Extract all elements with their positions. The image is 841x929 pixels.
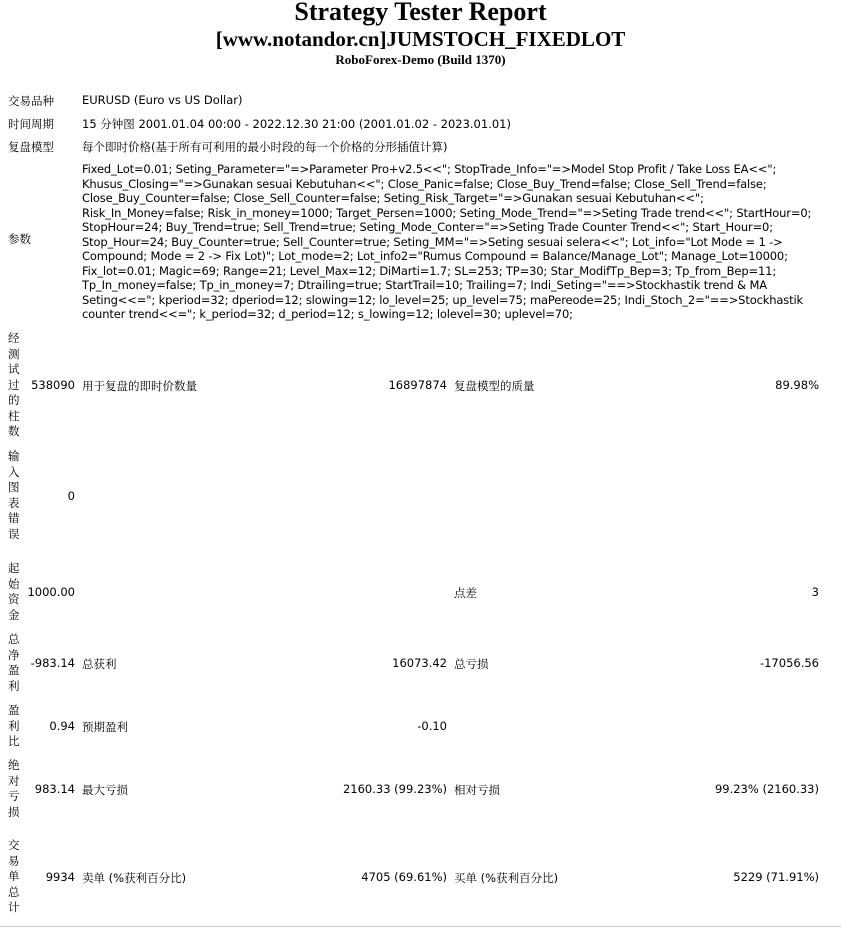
total-trades-label: 交易单总计 (8, 838, 20, 914)
bars-value: 538090 (31, 378, 75, 392)
spread-label: 点差 (454, 586, 477, 600)
total-trades-value: 9934 (45, 870, 75, 884)
short-trades-value: 4705 (69.61%) (361, 870, 447, 884)
spread-value: 3 (811, 585, 819, 599)
quality-label: 复盘模型的质量 (454, 379, 535, 393)
net-profit-value: -983.14 (30, 656, 75, 670)
period-value: 15 分钟图 2001.01.04 00:00 - 2022.12.30 21:00 (2001.01.02 - 2023.01.01) (82, 117, 511, 131)
drawdown-label: 绝对亏损 (8, 758, 20, 819)
max-drawdown-label: 最大亏损 (82, 783, 128, 797)
gross-loss-value: -17056.56 (759, 656, 819, 670)
profit-factor-value: 0.94 (49, 719, 75, 733)
deposit-label: 起始资金 (8, 561, 20, 622)
absolute-drawdown-value: 983.14 (34, 782, 75, 796)
long-trades-label: 买单 (%获利百分比) (454, 871, 559, 885)
params-label: 参数 (8, 232, 31, 246)
quality-value: 89.98% (775, 378, 819, 392)
model-label: 复盘模型 (8, 140, 54, 154)
ticks-label: 用于复盘的即时价数量 (82, 379, 197, 393)
report-header (0, 0, 841, 68)
gross-loss-label: 总亏损 (454, 657, 489, 671)
gross-profit-value: 16073.42 (392, 656, 447, 670)
model-value: 每个即时价格(基于所有可利用的最小时段的每一个价格的分形插值计算) (82, 140, 448, 154)
gross-profit-label: 总获利 (82, 657, 117, 671)
long-trades-value: 5229 (71.91%) (733, 870, 819, 884)
params-value: Fixed_Lot=0.01; Seting_Parameter="=>Parameter Pro+v2.5<<"; StopTrade_Info="=>Model Stop Profit / Take Loss EA<<"; Khusus_Closing="=>Gunakan sesuai Kebutuhan<<"; Close_Panic=false; Close_Buy_Trend=false; Close_Sell_Trend=false; Close_Buy_Counter=false; Close_Sell_Counter=false; Seting_Risk_Target="=>Gunakan sesuai Kebutuhan<<"; Risk_In_Money=false; Risk_in_money=1000; Target_Persen=1000; Seting_Mode_Trend="=>Seting Trade trend<<"; StartHour=0; StopHour=24; Buy_Trend=true; Sell_Trend=true; Seting_Mode_Conter="=>Seting Trade Counter Trend<<"; Start_Hour=0; Stop_Hour=24; Buy_Counter=true; Sell_Counter=true; Seting_MM="=>Seting sesuai selera<<"; Lot_info="Lot Mode = 1 -> Compound; Mode = 2 -> Fix Lot)"; Lot_mode=2; Lot_info2="Rumus Compound = Balance/Manage_Lot"; Manage_Lot=10000; Fix_lot=0.01; Magic=69; Range=21; Level_Max=12; DiMarti=1.7; SL=253; TP=30; Star_ModifTp_Bep=3; Tp_from_Bep=11; Tp_In_money=false; Tp_in_money=7; Dtrailing=true; StartTrail=10; Trailing=7; Indi_Seting="==>Stockhastik trend & MA Seting<<="; kperiod=32; dperiod=12; slowing=12; lo_level=25; up_level=75; maPereode=25; Indi_Stoch_2="==>Stockhastik counter trend<<="; k_period=32; d_period=12; s_lowing=12; lolevel=30; uplevel=70; (82, 162, 812, 321)
expected-payoff-label: 预期盈利 (82, 720, 128, 734)
profit-factor-label: 盈利比 (8, 703, 20, 748)
symbol-label: 交易品种 (8, 94, 54, 108)
relative-drawdown-label: 相对亏损 (454, 783, 500, 797)
max-drawdown-value: 2160.33 (99.23%) (342, 782, 447, 796)
mismatch-value: 0 (67, 489, 75, 503)
expected-payoff-value: -0.10 (417, 719, 447, 733)
ticks-value: 16897874 (388, 378, 447, 392)
build-info: RoboForex-Demo (Build 1370) (335, 52, 506, 67)
symbol-value: EURUSD (Euro vs US Dollar) (82, 93, 243, 107)
bottom-divider (0, 926, 841, 927)
net-profit-label: 总净盈利 (8, 632, 20, 693)
report-title: Strategy Tester Report (294, 0, 547, 26)
deposit-value: 1000.00 (27, 585, 75, 599)
bars-label: 经测试过的柱数 (8, 331, 20, 438)
period-label: 时间周期 (8, 117, 54, 131)
ea-name: [www.notandor.cn]JUMSTOCH_FIXEDLOT (215, 27, 626, 51)
short-trades-label: 卖单 (%获利百分比) (82, 871, 187, 885)
mismatch-label: 输入图表错误 (8, 449, 20, 541)
relative-drawdown-value: 99.23% (2160.33) (714, 782, 819, 796)
